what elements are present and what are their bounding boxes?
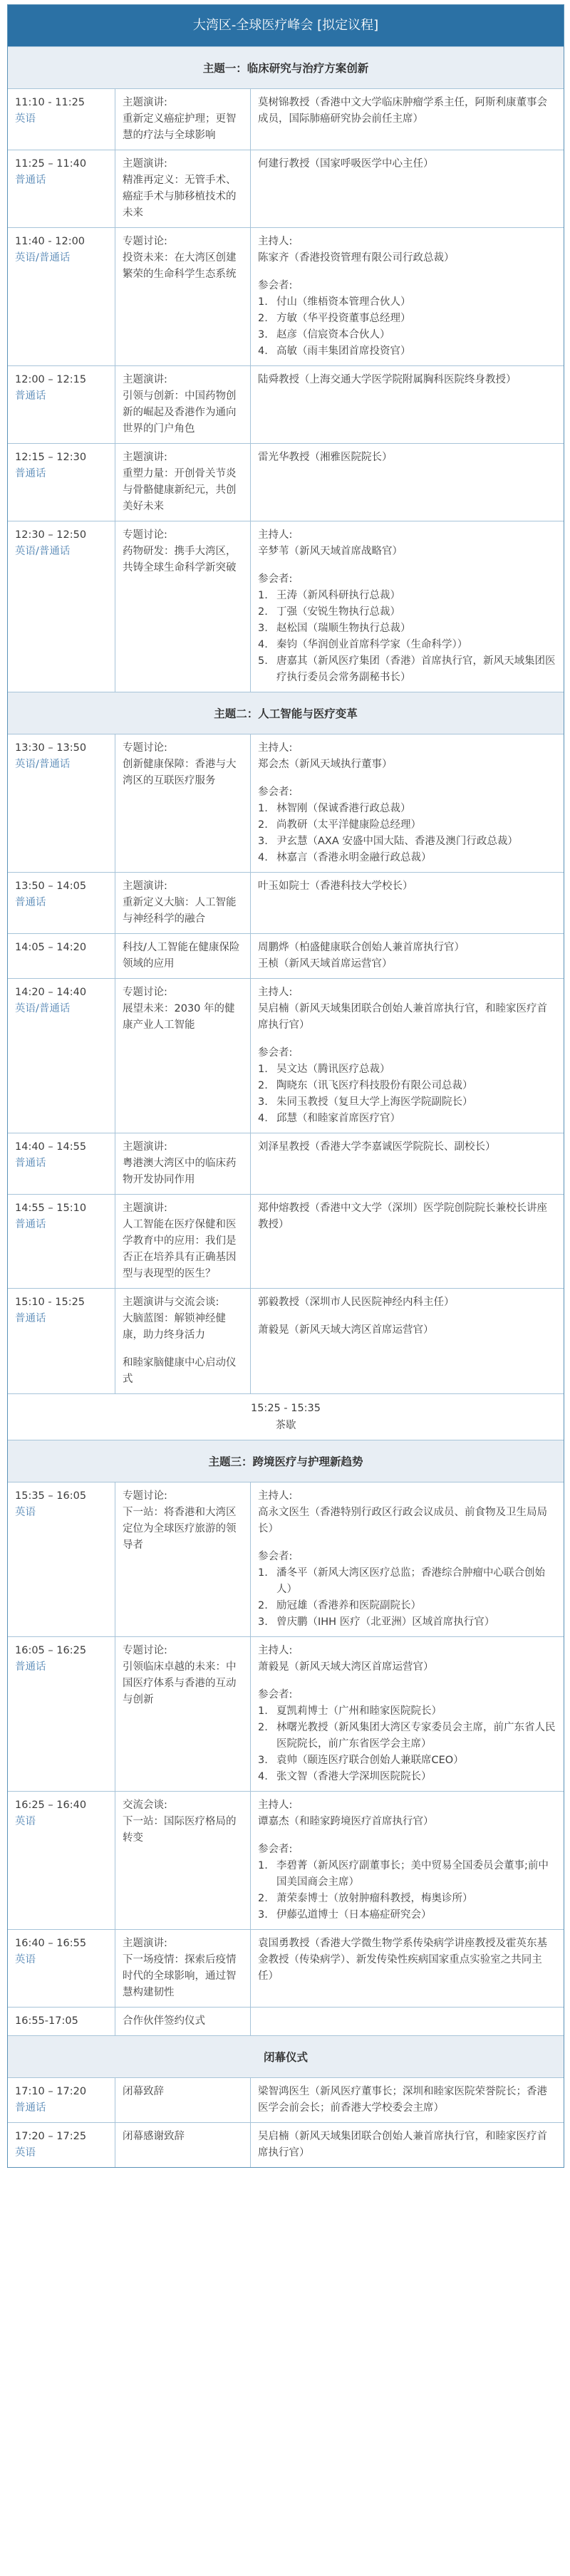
session-time-cell (8, 1792, 115, 1929)
session-time: 16:25 – 16:40 (15, 1799, 87, 1811)
host-name: 郑会杰（新风天域执行董事） (258, 759, 393, 770)
session-language: 英语 (15, 1507, 36, 1518)
panelist-number: 1. (258, 1064, 268, 1075)
session-speakers-cell (250, 1195, 564, 1288)
session-topic-cell (115, 444, 250, 521)
spacer (258, 266, 556, 278)
session-time: 11:25 – 11:40 (15, 158, 87, 170)
session-topic-cell (115, 150, 250, 227)
agenda-row (8, 734, 564, 872)
speaker-name: 萧毅晃（新风天域大湾区首席运营官） (258, 1324, 434, 1336)
session-speakers-cell (250, 1792, 564, 1929)
session-time-cell (8, 89, 115, 150)
spacer (258, 1830, 556, 1842)
session-language: 普通话 (15, 897, 46, 908)
speaker-name: 王桢（新风天域首席运营官） (258, 958, 393, 970)
panelist-name: 夏凯莉博士（广州和睦家医院院长） (276, 1705, 442, 1717)
session-time-cell (8, 979, 115, 1133)
agenda-row (8, 1194, 564, 1288)
session-topic-line: 交流会谈: (123, 1799, 167, 1811)
session-topic-line: 主题演讲: (123, 158, 167, 170)
section-header: 主题二：人工智能与医疗变革 (8, 692, 564, 734)
agenda-row (8, 365, 564, 443)
host-name: 谭嘉杰（和睦家跨境医疗首席执行官） (258, 1816, 434, 1827)
host-label: 主持人: (258, 236, 293, 247)
tea-break-time: 15:25 - 15:35 (250, 1403, 321, 1414)
session-speakers-cell (250, 1637, 564, 1791)
panelist-item (258, 637, 556, 653)
session-language: 普通话 (15, 1219, 46, 1230)
panelist-name: 高敏（雨丰集团首席投资官） (276, 346, 411, 357)
panelist-item (258, 850, 556, 866)
host-name: 高永文医生（香港特别行政区行政会议成员、前食物及卫生局局长） (258, 1507, 547, 1534)
agenda-part-2 (8, 1440, 564, 2167)
session-time-cell (8, 1133, 115, 1194)
session-time-cell (8, 2008, 115, 2035)
panelist-item (258, 1598, 556, 1614)
panel-label: 参会者: (258, 1551, 293, 1562)
host-label: 主持人: (258, 1645, 293, 1656)
agenda-row (8, 521, 564, 692)
session-language: 普通话 (15, 1158, 46, 1169)
panelist-name: 曾庆鹏（IHH 医疗（北亚洲）区域首席执行官） (276, 1616, 495, 1628)
panelist-name: 秦钧（华润创业首席科学家（生命科学）） (276, 639, 468, 650)
session-language: 英语 (15, 1954, 36, 1965)
session-time-cell (8, 150, 115, 227)
panelist-item (258, 1078, 556, 1094)
session-time-cell (8, 873, 115, 933)
session-topic-line: 投资未来：在大湾区创建繁荣的生命科学生态系统 (123, 252, 237, 280)
session-topic-line: 创新健康保障：香港与大湾区的互联医疗服务 (123, 759, 237, 786)
session-topic-cell (115, 89, 250, 150)
session-topic-cell (115, 979, 250, 1133)
tea-break-label: 茶歇 (275, 1420, 296, 1431)
panelist-item (258, 604, 556, 620)
spacer (258, 560, 556, 571)
session-topic-line: 闭幕感谢致辞 (123, 2131, 185, 2142)
session-topic-line: 展望未来：2030 年的健康产业人工智能 (123, 1003, 235, 1031)
panelist-item (258, 1565, 556, 1598)
session-speakers-cell (250, 366, 564, 443)
spacer (258, 1676, 556, 1687)
session-topic-line: 专题讨论: (123, 1490, 167, 1502)
panelist-name: 尹玄慧（AXA 安盛中国大陆、香港及澳门行政总裁） (276, 836, 518, 847)
session-topic-cell (115, 2008, 250, 2035)
agenda-row (8, 443, 564, 521)
session-language: 英语 (15, 2147, 36, 2159)
session-topic-cell (115, 521, 250, 692)
session-time: 12:00 – 12:15 (15, 374, 87, 385)
session-language: 普通话 (15, 390, 46, 402)
agenda-row (8, 872, 564, 933)
host-name: 萧毅晃（新风天域大湾区首席运营官） (258, 1661, 434, 1673)
session-topic-cell (115, 366, 250, 443)
panel-label: 参会者: (258, 1047, 293, 1059)
session-topic-line: 重新定义癌症护理；更智慧的疗法与全球影响 (123, 113, 237, 141)
session-topic-line: 专题讨论: (123, 987, 167, 998)
panelist-number: 3. (258, 329, 268, 341)
panelist-item (258, 311, 556, 327)
panel-label: 参会者: (258, 280, 293, 291)
session-topic-line: 合作伙伴签约仪式 (123, 2015, 205, 2027)
session-topic-line: 精准再定义：无管手术、癌症手术与肺移植技术的未来 (123, 175, 237, 219)
panelist-name: 吴文达（腾讯医疗总裁） (276, 1064, 390, 1075)
session-time-cell (8, 1930, 115, 2007)
panelist-number: 1. (258, 1705, 268, 1717)
session-topic-line: 主题演讲: (123, 374, 167, 385)
agenda-row (8, 1288, 564, 1393)
panelist-name: 潘冬平（新风大湾区医疗总监；香港综合肿瘤中心联合创始人） (276, 1567, 545, 1595)
session-speakers-cell (250, 1930, 564, 2007)
session-language: 英语/普通话 (15, 546, 71, 557)
speaker-name: 雷光华教授（湘雅医院院长） (258, 452, 393, 463)
session-speakers-cell (250, 2123, 564, 2167)
panelist-item (258, 294, 556, 311)
session-language: 普通话 (15, 2102, 46, 2114)
session-topic-cell (115, 1289, 250, 1393)
panelist-item (258, 620, 556, 637)
panelist-name: 丁强（安锐生物执行总裁） (276, 606, 400, 618)
session-speakers-cell (250, 934, 564, 978)
session-topic-line: 主题演讲: (123, 97, 167, 108)
section-header: 主题三：跨境医疗与护理新趋势 (8, 1440, 564, 1482)
panelist-item (258, 801, 556, 817)
speaker-name: 何建行教授（国家呼吸医学中心主任） (258, 158, 434, 170)
panelist-number: 4. (258, 1113, 268, 1124)
panel-label: 参会者: (258, 1689, 293, 1700)
panelist-name: 朱同玉教授（复旦大学上海医学院副院长） (276, 1096, 473, 1108)
session-topic-line: 下一站：将香港和大湾区定位为全球医疗旅游的领导者 (123, 1507, 237, 1551)
session-topic-line: 人工智能在医疗保健和医学教育中的应用：我们是否正在培养具有正确基因型与表现型的医生？ (123, 1219, 237, 1279)
panelist-name: 邱慧（和睦家首席医疗官） (276, 1113, 400, 1124)
panelist-number: 2. (258, 1600, 268, 1611)
panelist-item (258, 1858, 556, 1891)
session-time: 14:05 – 14:20 (15, 942, 87, 953)
session-time-cell (8, 521, 115, 692)
session-topic-cell (115, 2078, 250, 2122)
agenda-table (7, 4, 564, 2168)
panelist-item (258, 653, 556, 686)
panelist-number: 2. (258, 313, 268, 324)
speaker-name: 吴启楠（新风天域集团联合创始人兼首席执行官，和睦家医疗首席执行官） (258, 2131, 547, 2159)
panelist-item (258, 1891, 556, 1907)
session-topic-line: 主题演讲与交流会谈: (123, 1297, 219, 1308)
panelist-name: 林曙光教授（新风集团大湾区专家委员会主席，前广东省人民医院院长，前广东省医学会主席） (276, 1722, 556, 1750)
session-topic-line: 专题讨论: (123, 742, 167, 754)
spacer (258, 1537, 556, 1549)
panelist-item (258, 1111, 556, 1127)
panelist-item (258, 833, 556, 850)
panelist-item (258, 1614, 556, 1631)
session-topic-line: 专题讨论: (123, 529, 167, 541)
agenda-row (8, 1929, 564, 2007)
host-label: 主持人: (258, 1490, 293, 1502)
session-speakers-cell (250, 979, 564, 1133)
panelist-item (258, 1720, 556, 1752)
session-topic-line: 粤港澳大湾区中的临床药物开发协同作用 (123, 1158, 237, 1185)
agenda-row (8, 1482, 564, 1636)
agenda-title: 大湾区-全球医疗峰会 [拟定议程] (8, 5, 564, 46)
session-time-cell (8, 1289, 115, 1393)
session-language: 英语/普通话 (15, 252, 71, 264)
session-time-cell (8, 1482, 115, 1636)
panelist-number: 3. (258, 1096, 268, 1108)
panelist-name: 付山（维梧资本管理合伙人） (276, 296, 411, 308)
session-topic-cell (115, 1637, 250, 1791)
session-time: 14:55 – 15:10 (15, 1203, 87, 1214)
session-topic-line: 专题讨论: (123, 236, 167, 247)
panelist-item (258, 1094, 556, 1111)
session-speakers-cell (250, 734, 564, 872)
session-topic-line: 科技/人工智能在健康保险领域的应用 (123, 942, 240, 970)
agenda-row (8, 88, 564, 150)
session-topic-line: 闭幕致辞 (123, 2086, 164, 2097)
panelist-name: 伊藤弘道博士（日本癌症研究会） (276, 1909, 432, 1921)
agenda-row (8, 2077, 564, 2122)
session-language: 普通话 (15, 468, 46, 479)
session-time: 17:20 – 17:25 (15, 2131, 87, 2142)
session-language: 英语/普通话 (15, 759, 71, 770)
session-topic-line: 和睦家脑健康中心启动仪式 (123, 1357, 237, 1385)
speaker-name: 郭毅教授（深圳市人民医院神经内科主任） (258, 1297, 455, 1308)
panelist-name: 赵彦（信宸资本合伙人） (276, 329, 390, 341)
section-header: 主题一：临床研究与治疗方案创新 (8, 46, 564, 88)
session-language: 英语 (15, 113, 36, 125)
session-time: 15:35 – 16:05 (15, 1490, 87, 1502)
host-label: 主持人: (258, 1799, 293, 1811)
spacer (258, 773, 556, 784)
session-topic-line: 下一站：国际医疗格局的转变 (123, 1816, 237, 1844)
agenda-row (8, 1636, 564, 1791)
session-speakers-cell (250, 1133, 564, 1194)
session-time-cell (8, 934, 115, 978)
panelist-number: 5. (258, 655, 268, 667)
agenda-row (8, 227, 564, 365)
panelist-name: 尚教研（太平洋健康险总经理） (276, 819, 421, 831)
session-time: 12:30 – 12:50 (15, 529, 87, 541)
panelist-item (258, 1703, 556, 1720)
session-speakers-cell (250, 873, 564, 933)
session-speakers-cell (250, 89, 564, 150)
session-time-cell (8, 1637, 115, 1791)
session-speakers-cell (250, 150, 564, 227)
panelist-name: 张文智（香港大学深圳医院院长） (276, 1771, 432, 1782)
panelist-name: 袁帅（颐连医疗联合创始人兼联席CEO） (276, 1755, 464, 1766)
session-topic-cell (115, 1195, 250, 1288)
host-name: 辛梦苇（新风天域首席战略官） (258, 546, 403, 557)
panelist-item (258, 588, 556, 604)
session-time-cell (8, 228, 115, 365)
session-topic-cell (115, 934, 250, 978)
panelist-number: 4. (258, 346, 268, 357)
panelist-item (258, 1907, 556, 1923)
session-speakers-cell (250, 521, 564, 692)
speaker-name: 周鹏烨（柏盛健康联合创始人兼首席执行官） (258, 942, 465, 953)
panelist-item (258, 817, 556, 833)
session-topic-line: 大脑蓝图：解锁神经健康，助力终身活力 (123, 1313, 226, 1341)
panelist-item (258, 1752, 556, 1769)
session-topic-cell (115, 2123, 250, 2167)
panelist-name: 方敏（华平投资董事总经理） (276, 313, 411, 324)
host-label: 主持人: (258, 987, 293, 998)
panel-label: 参会者: (258, 786, 293, 798)
session-topic-line: 重新定义大脑：人工智能与神经科学的融合 (123, 897, 237, 925)
agenda-row (8, 978, 564, 1133)
agenda-row (8, 1791, 564, 1929)
agenda-row (8, 150, 564, 227)
session-topic-cell (115, 1792, 250, 1929)
session-time: 13:50 – 14:05 (15, 881, 87, 892)
panelist-name: 陶晓东（讯飞医疗科技股份有限公司总裁） (276, 1080, 473, 1091)
host-label: 主持人: (258, 529, 293, 541)
panelist-number: 3. (258, 836, 268, 847)
session-speakers-cell (250, 444, 564, 521)
host-name: 陈家齐（香港投资管理有限公司行政总裁） (258, 252, 455, 264)
session-time: 13:30 – 13:50 (15, 742, 87, 754)
session-topic-cell (115, 1930, 250, 2007)
session-time: 11:10 - 11:25 (15, 97, 86, 108)
panelist-number: 1. (258, 803, 268, 814)
session-speakers-cell (250, 2078, 564, 2122)
panelist-number: 3. (258, 1909, 268, 1921)
session-time: 15:10 - 15:25 (15, 1297, 86, 1308)
panelist-number: 4. (258, 852, 268, 863)
session-topic-line: 主题演讲: (123, 881, 167, 892)
session-time: 17:10 – 17:20 (15, 2086, 87, 2097)
session-language: 普通话 (15, 1313, 46, 1324)
session-time: 12:15 – 12:30 (15, 452, 87, 463)
session-topic-line: 主题演讲: (123, 1938, 167, 1949)
panelist-name: 林嘉言（香港永明金融行政总裁） (276, 852, 432, 863)
panelist-number: 1. (258, 1860, 268, 1871)
panelist-name: 李碧菁（新风医疗副董事长；美中贸易全国委员会董事;前中国美国商会主席） (276, 1860, 549, 1888)
session-topic-line: 专题讨论: (123, 1645, 167, 1656)
session-speakers-cell (250, 1289, 564, 1393)
session-language: 英语/普通话 (15, 1003, 71, 1014)
speaker-name: 袁国勇教授（香港大学微生物学系传染病学讲座教授及霍英东基金教授（传染病学）、新发传染性疾病国家重点实验室之共同主任） (258, 1938, 547, 1982)
agenda-row (8, 2007, 564, 2035)
session-time: 11:40 - 12:00 (15, 236, 86, 247)
host-label: 主持人: (258, 742, 293, 754)
section-header: 闭幕仪式 (8, 2035, 564, 2077)
panelist-number: 3. (258, 623, 268, 634)
panelist-item (258, 327, 556, 343)
panelist-number: 2. (258, 819, 268, 831)
panelist-number: 1. (258, 296, 268, 308)
session-time-cell (8, 366, 115, 443)
session-language: 英语 (15, 1816, 36, 1827)
session-language: 普通话 (15, 1661, 46, 1673)
speaker-name: 梁智鸿医生（新风医疗董事长；深圳和睦家医院荣誉院长；香港医学会前会长；前香港大学校委会主席） (258, 2086, 547, 2114)
panelist-number: 3. (258, 1616, 268, 1628)
session-topic-line: 重塑力量：开创骨关节炎与骨骼健康新纪元，共创美好未来 (123, 468, 237, 512)
speaker-name: 刘泽星教授（香港大学李嘉诚医学院院长、副校长） (258, 1141, 496, 1153)
session-time: 16:40 – 16:55 (15, 1938, 87, 1949)
session-time: 14:40 – 14:55 (15, 1141, 87, 1153)
session-speakers-cell (250, 228, 564, 365)
session-time-cell (8, 444, 115, 521)
panelist-number: 2. (258, 1080, 268, 1091)
panel-label: 参会者: (258, 573, 293, 585)
session-topic-cell (115, 734, 250, 872)
session-speakers-cell (250, 2008, 564, 2035)
session-topic-line: 主题演讲: (123, 452, 167, 463)
session-time-cell (8, 2078, 115, 2122)
panelist-name: 励冠雄（香港养和医院副院长） (276, 1600, 421, 1611)
speaker-name: 陆舜教授（上海交通大学医学院附属胸科医院终身教授） (258, 374, 517, 385)
panelist-item (258, 1061, 556, 1078)
session-time-cell (8, 2123, 115, 2167)
session-time: 16:05 – 16:25 (15, 1645, 87, 1656)
session-topic-line: 药物研发：携手大湾区，共铸全球生命科学新突破 (123, 546, 237, 573)
speaker-name: 莫树锦教授（香港中文大学临床肿瘤学系主任，阿斯利康董事会成员，国际肺癌研究协会前任主席） (258, 97, 547, 125)
agenda-row (8, 1133, 564, 1194)
agenda-row (8, 933, 564, 978)
session-topic-line: 引领与创新：中国药物创新的崛起及香港作为通向世界的门户角色 (123, 390, 237, 435)
session-topic-line: 主题演讲: (123, 1203, 167, 1214)
session-time-cell (8, 734, 115, 872)
session-time: 16:55-17:05 (15, 2015, 78, 2027)
panelist-number: 3. (258, 1755, 268, 1766)
spacer (258, 1034, 556, 1045)
panelist-name: 萧荣泰博士（放射肿瘤科教授，梅奥诊所） (276, 1893, 473, 1904)
panelist-number: 4. (258, 639, 268, 650)
session-speakers-cell (250, 1482, 564, 1636)
speaker-name: 郑仲熔教授（香港中文大学（深圳）医学院创院院长兼校长讲座教授） (258, 1203, 547, 1230)
panelist-number: 4. (258, 1771, 268, 1782)
spacer (258, 1311, 556, 1322)
tea-break-row (8, 1393, 564, 1440)
session-topic-cell (115, 228, 250, 365)
panelist-number: 2. (258, 1722, 268, 1733)
session-topic-line: 引领临床卓越的未来：中国医疗体系与香港的互动与创新 (123, 1661, 237, 1705)
agenda-row (8, 2122, 564, 2167)
panelist-name: 林智刚（保诚香港行政总裁） (276, 803, 411, 814)
panelist-name: 唐嘉其（新风医疗集团（香港）首席执行官，新风天域集团医疗执行委员会常务副秘书长） (276, 655, 556, 683)
session-topic-line: 下一场疫情：探索后疫情时代的全球影响，通过智慧构建韧性 (123, 1954, 237, 1998)
speaker-name: 叶玉如院士（香港科技大学校长） (258, 881, 413, 892)
session-time-cell (8, 1195, 115, 1288)
session-time: 14:20 – 14:40 (15, 987, 87, 998)
panelist-number: 1. (258, 1567, 268, 1579)
session-language: 普通话 (15, 175, 46, 186)
panelist-item (258, 1769, 556, 1785)
panelist-number: 1. (258, 590, 268, 601)
panelist-name: 赵松国（瑞顺生物执行总裁） (276, 623, 411, 634)
host-name: 吴启楠（新风天域集团联合创始人兼首席执行官，和睦家医疗首席执行官） (258, 1003, 547, 1031)
panelist-item (258, 343, 556, 360)
panelist-number: 2. (258, 1893, 268, 1904)
session-topic-line: 主题演讲: (123, 1141, 167, 1153)
panelist-number: 2. (258, 606, 268, 618)
session-topic-cell (115, 1482, 250, 1636)
session-topic-cell (115, 1133, 250, 1194)
panelist-name: 王涛（新风科研执行总裁） (276, 590, 400, 601)
session-topic-cell (115, 873, 250, 933)
panel-label: 参会者: (258, 1844, 293, 1855)
agenda-part-1 (8, 46, 564, 1393)
spacer (123, 1344, 243, 1355)
